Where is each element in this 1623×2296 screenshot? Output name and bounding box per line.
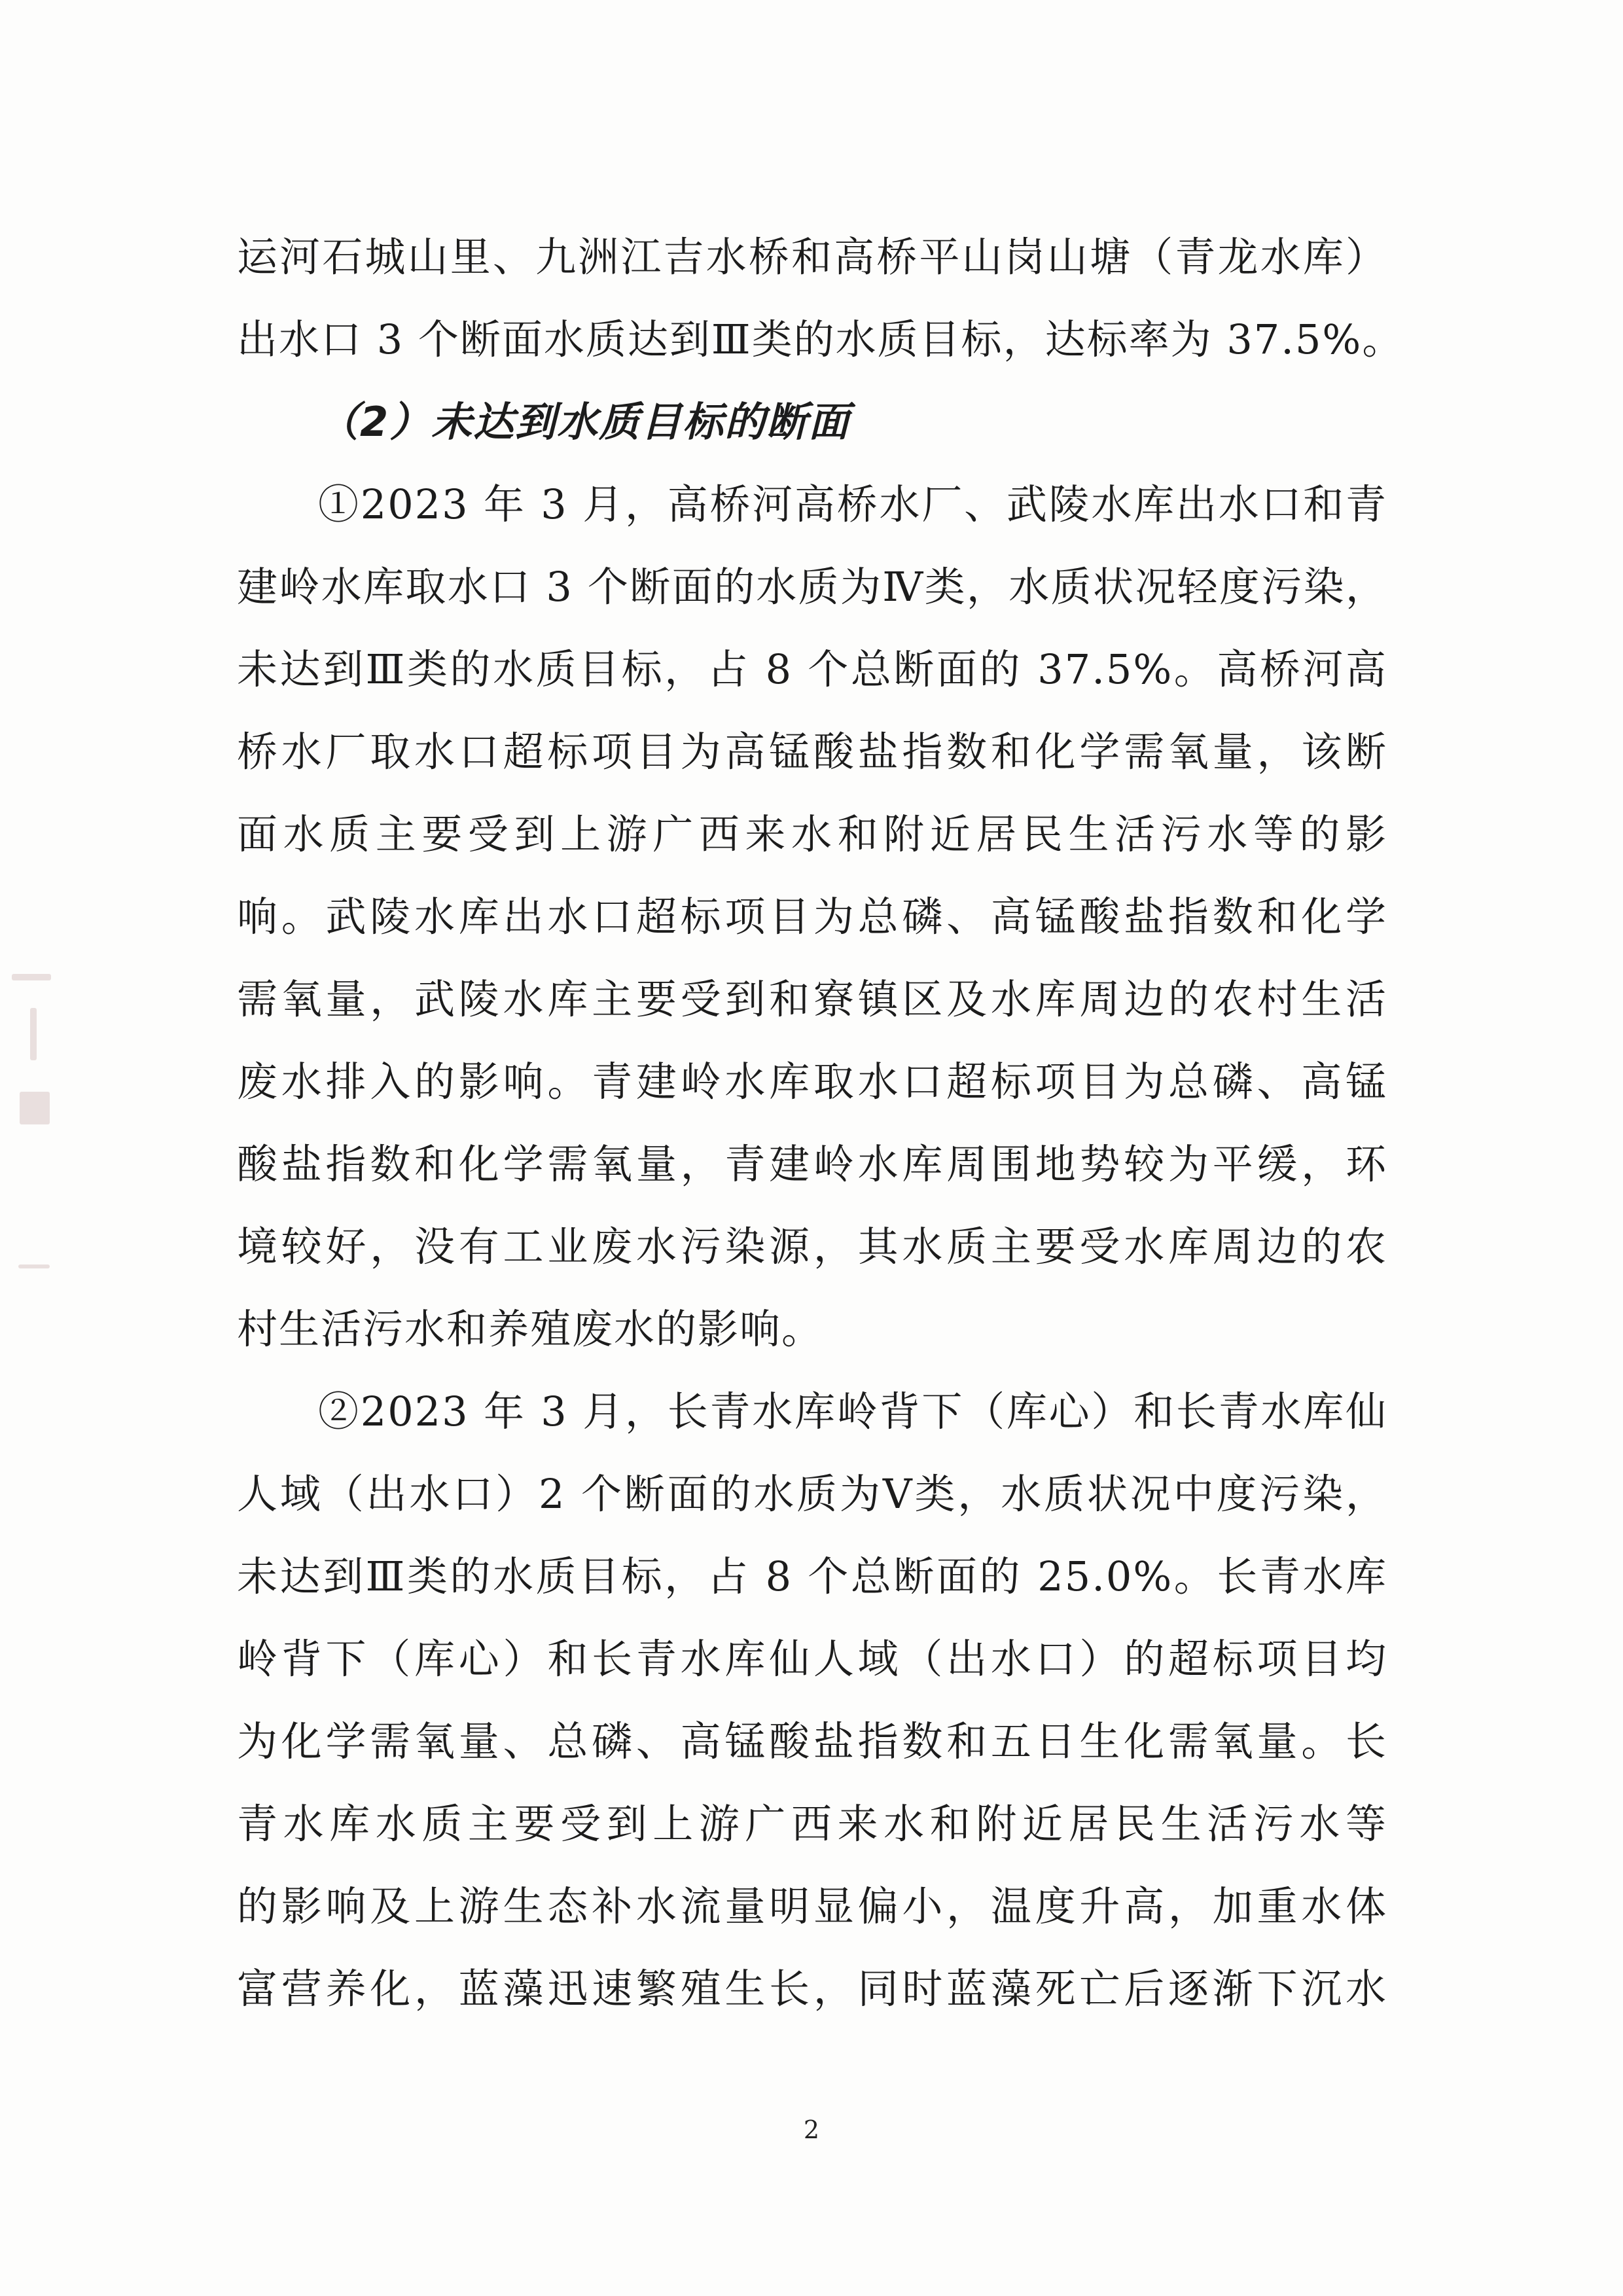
paragraph-start: ①2023 年 3 月，高桥河高桥水厂、武陵水库出水口和青 — [318, 480, 1387, 528]
text-line: 人域（出水口）2 个断面的水质为Ⅴ类，水质状况中度污染， — [237, 1470, 1387, 1518]
text-line: 建岭水库取水口 3 个断面的水质为Ⅳ类，水质状况轻度污染， — [237, 563, 1387, 611]
text-line: 青水库水质主要受到上游广西来水和附近居民生活污水等 — [237, 1800, 1387, 1848]
scan-artifact — [20, 1092, 50, 1124]
text-line: 响。武陵水库出水口超标项目为总磷、高锰酸盐指数和化学 — [237, 893, 1387, 941]
text-line: 酸盐指数和化学需氧量，青建岭水库周围地势较为平缓，环 — [237, 1140, 1387, 1188]
scan-artifact — [12, 974, 51, 980]
text-line: 未达到Ⅲ类的水质目标，占 8 个总断面的 37.5%。高桥河高 — [237, 645, 1387, 693]
page-number: 2 — [803, 2115, 820, 2144]
text-line: 境较好，没有工业废水污染源，其水质主要受水库周边的农 — [237, 1223, 1387, 1270]
scan-artifact — [18, 1265, 50, 1268]
scan-artifact — [30, 1008, 37, 1060]
text-line: 未达到Ⅲ类的水质目标，占 8 个总断面的 25.0%。长青水库 — [237, 1552, 1387, 1600]
body-text — [237, 216, 1404, 2030]
section-heading: （2）未达到水质目标的断面 — [318, 398, 851, 446]
text-line: 的影响及上游生态补水流量明显偏小，温度升高，加重水体 — [237, 1882, 1387, 1930]
text-line: 桥水厂取水口超标项目为高锰酸盐指数和化学需氧量，该断 — [237, 728, 1387, 776]
paragraph-start: ②2023 年 3 月，长青水库岭背下（库心）和长青水库仙 — [318, 1388, 1387, 1435]
text-line: 为化学需氧量、总磷、高锰酸盐指数和五日生化需氧量。长 — [237, 1717, 1387, 1765]
text-line: 岭背下（库心）和长青水库仙人域（出水口）的超标项目均 — [237, 1635, 1387, 1683]
text-line: 运河石城山里、九洲江吉水桥和高桥平山岗山塘（青龙水库） — [237, 233, 1387, 281]
text-line: 需氧量，武陵水库主要受到和寮镇区及水库周边的农村生活 — [237, 975, 1387, 1023]
text-line: 出水口 3 个断面水质达到Ⅲ类的水质目标，达标率为 37.5%。 — [237, 315, 1404, 363]
text-line: 富营养化，蓝藻迅速繁殖生长，同时蓝藻死亡后逐渐下沉水 — [237, 1965, 1387, 2013]
text-line: 村生活污水和养殖废水的影响。 — [237, 1305, 824, 1353]
text-line: 面水质主要受到上游广西来水和附近居民生活污水等的影 — [237, 810, 1387, 858]
text-line: 废水排入的影响。青建岭水库取水口超标项目为总磷、高锰 — [237, 1058, 1387, 1105]
